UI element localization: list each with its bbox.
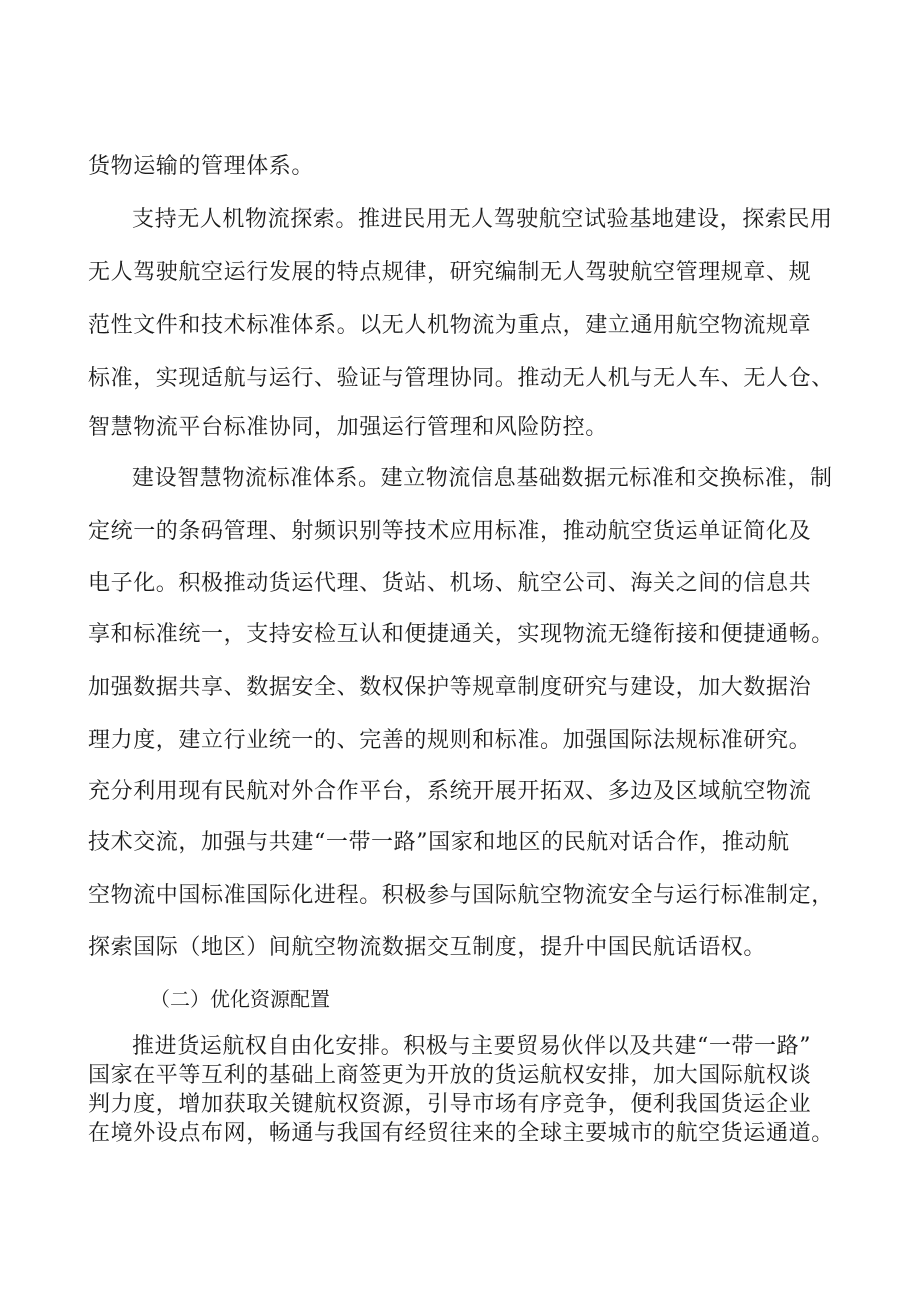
paragraph-line: 智慧物流平台标准协同，加强运行管理和风险防控。	[88, 415, 608, 440]
paragraph-line: 享和标准统一，支持安检互认和便捷通关，实现物流无缝衔接和便捷通畅。	[88, 622, 834, 647]
paragraph-line: 推进货运航权自由化安排。积极与主要贸易伙伴以及共建“一带一路”	[132, 1034, 812, 1059]
paragraph-line: 判力度，增加获取关键航权资源，引导市场有序竞争，便利我国货运企业	[88, 1092, 812, 1117]
paragraph-line: 空物流中国标准国际化进程。积极参与国际航空物流安全与运行标准制定，	[88, 883, 834, 908]
paragraph-line: 充分利用现有民航对外合作平台，系统开展开拓双、多边及区域航空物流	[88, 779, 812, 804]
paragraph-line: 范性文件和技术标准体系。以无人机物流为重点，建立通用航空物流规章	[88, 313, 812, 338]
paragraph-line: 加强数据共享、数据安全、数权保护等规章制度研究与建设，加大数据治	[88, 675, 812, 700]
paragraph-line: 支持无人机物流探索。推进民用无人驾驶航空试验基地建设，探索民用	[132, 207, 833, 232]
paragraph-line: 无人驾驶航空运行发展的特点规律，研究编制无人驾驶航空管理规章、规	[88, 260, 812, 285]
paragraph-line: 技术交流，加强与共建“一带一路”国家和地区的民航对话合作，推动航	[88, 830, 790, 855]
paragraph-line: 理力度，建立行业统一的、完善的规则和标准。加强国际法规标准研究。	[88, 728, 812, 753]
section-heading: （二）优化资源配置	[150, 987, 330, 1011]
paragraph-line: 在境外设点布网，畅通与我国有经贸往来的全球主要城市的航空货运通道。	[88, 1121, 834, 1146]
paragraph-line: 国家在平等互利的基础上商签更为开放的货运航权安排，加大国际航权谈	[88, 1063, 812, 1088]
paragraph-line: 定统一的条码管理、射频识别等技术应用标准，推动航空货运单证简化及	[88, 519, 812, 544]
paragraph-line: 探索国际（地区）间航空物流数据交互制度，提升中国民航话语权。	[88, 935, 767, 960]
paragraph-line: 货物运输的管理体系。	[88, 154, 315, 179]
paragraph-line: 电子化。积极推动货运代理、货站、机场、航空公司、海关之间的信息共	[88, 571, 812, 596]
paragraph-line: 建设智慧物流标准体系。建立物流信息基础数据元标准和交换标准，制	[132, 466, 833, 491]
paragraph-line: 标准，实现适航与运行、验证与管理协同。推动无人机与无人车、无人仓、	[88, 366, 834, 391]
